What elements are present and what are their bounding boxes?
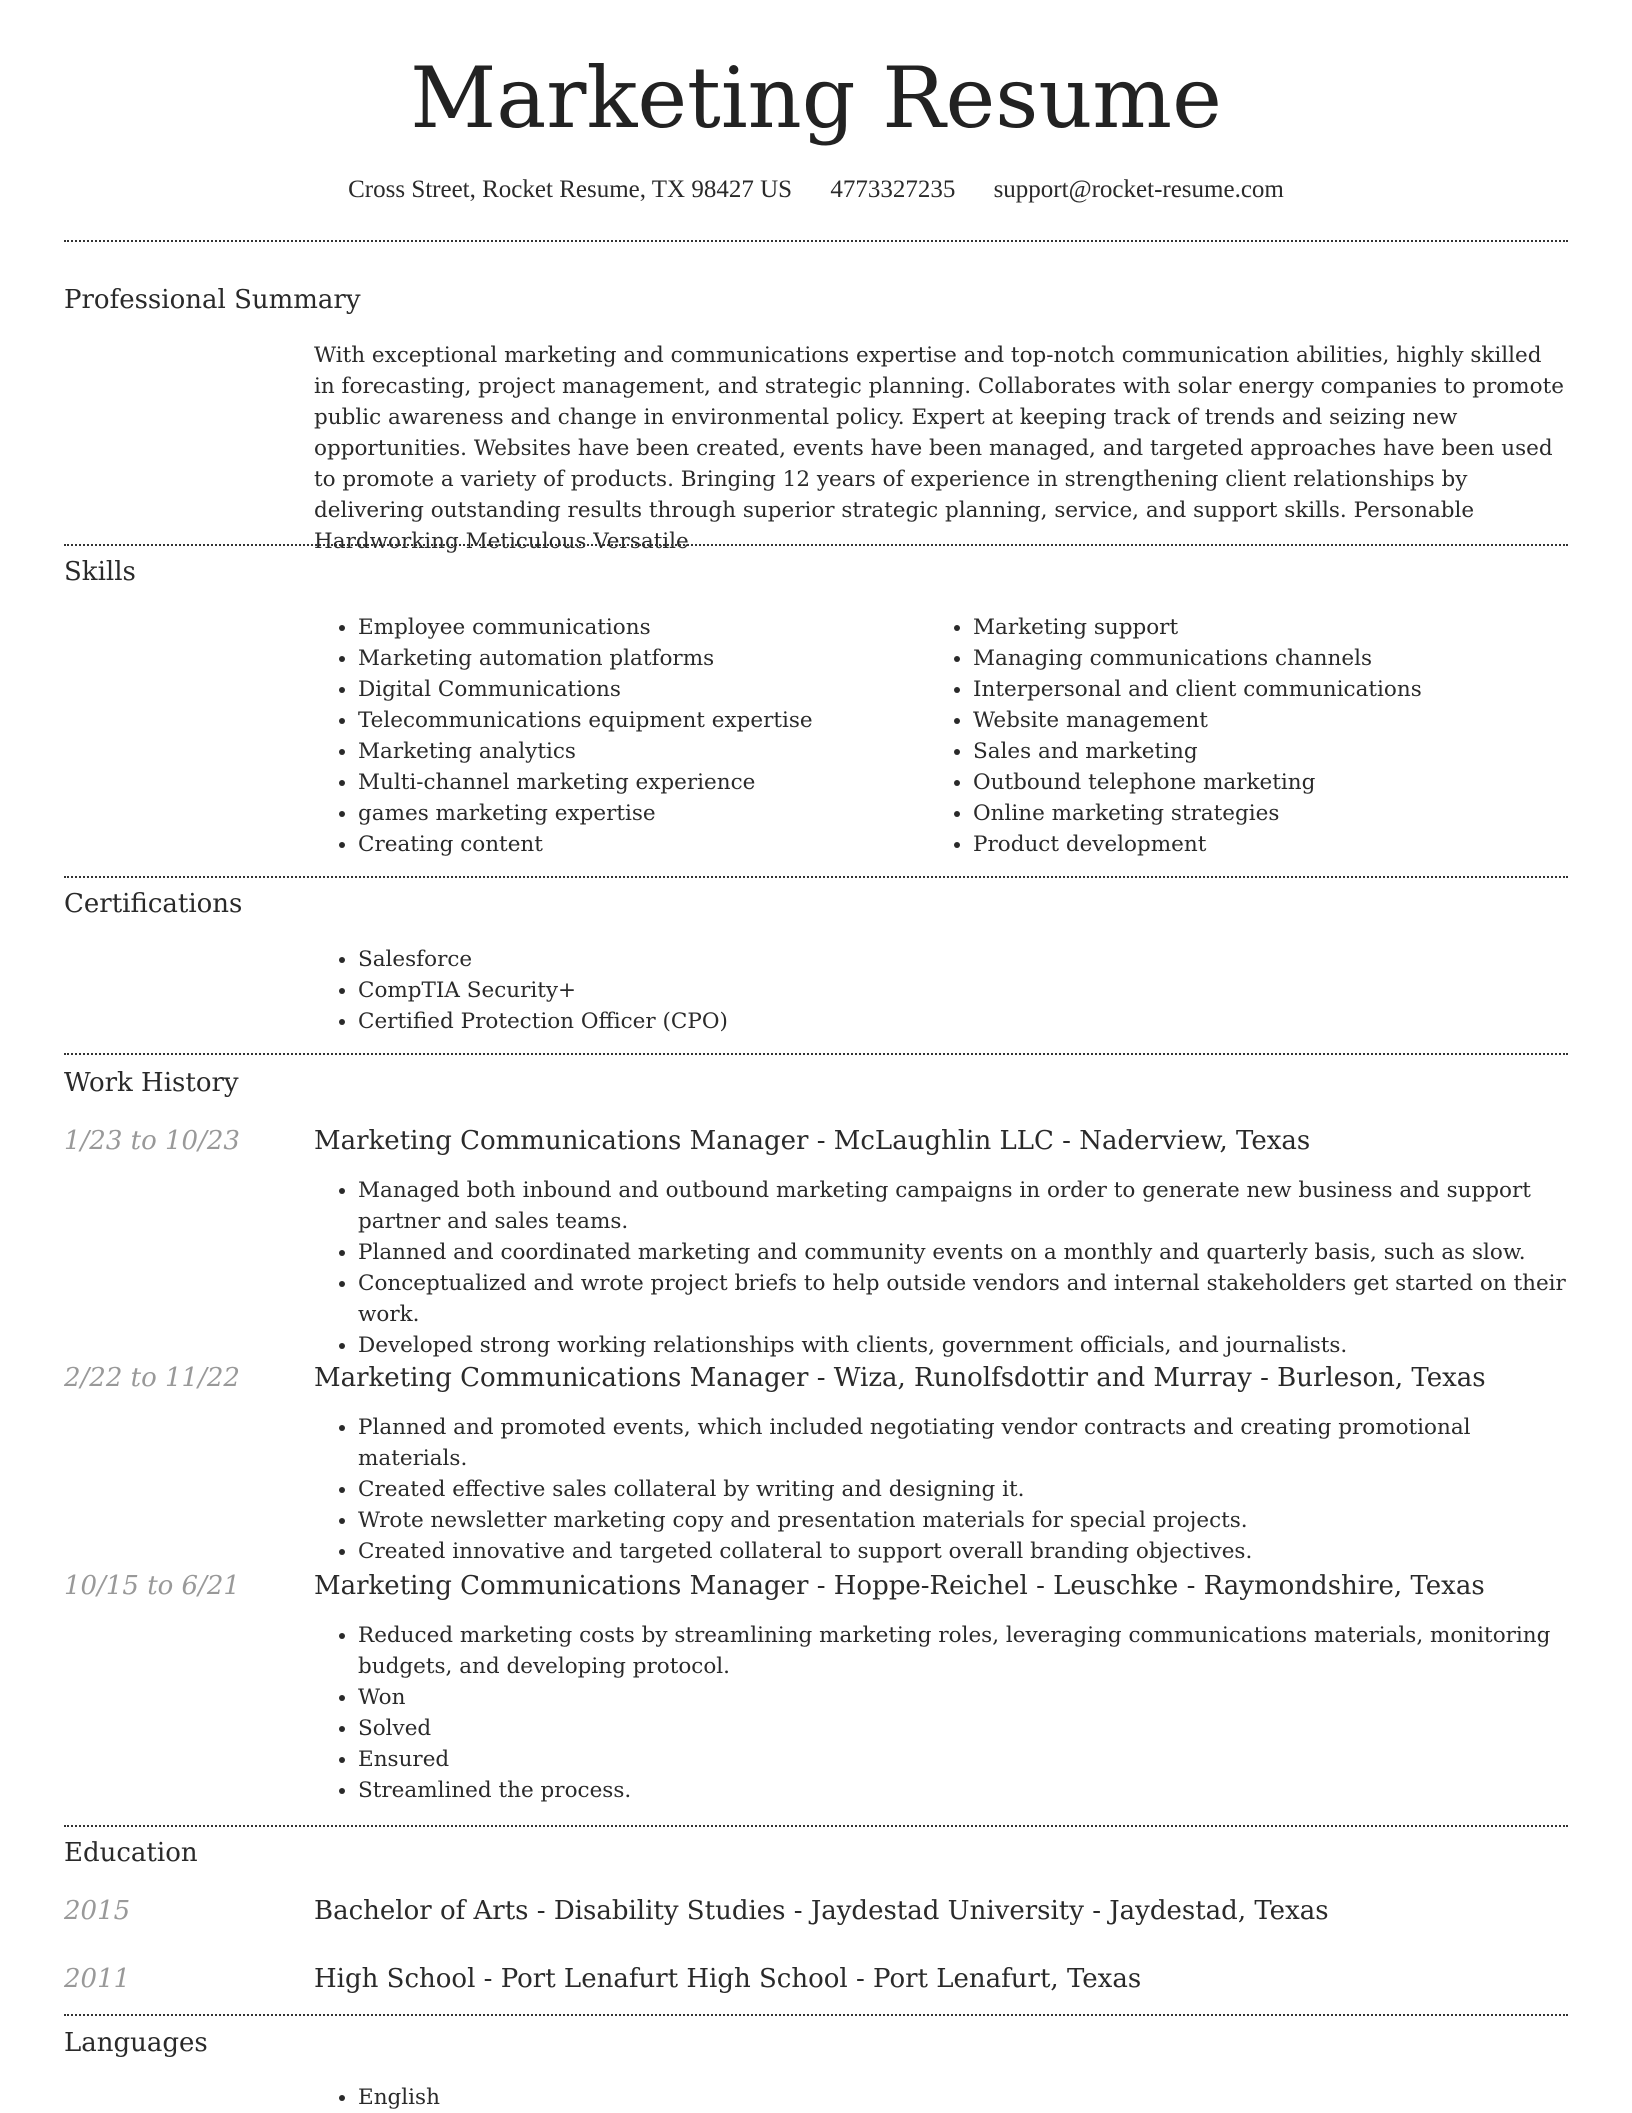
job-bullet: • Planned and promoted events, which included negotiating vendor contracts and creating promotional materials. [358, 1412, 1568, 1474]
job-bullet: • Solved [358, 1713, 1568, 1744]
certification-item: • Salesforce [358, 944, 1558, 975]
job-bullet: • Created effective sales collateral by writing and designing it. [358, 1474, 1568, 1505]
skill-item: • Interpersonal and client communications [973, 674, 1573, 705]
job-title: Marketing Communications Manager - McLaughlin LLC - Naderview, Texas [314, 1126, 1311, 1156]
divider [64, 876, 1568, 878]
job-bullet: • Wrote newsletter marketing copy and presentation materials for special projects. [358, 1505, 1568, 1536]
skill-item: • Product development [973, 829, 1573, 860]
skill-item: • Telecommunications equipment expertise [358, 705, 918, 736]
certifications-title: Certifications [64, 889, 243, 919]
job-bullet: • Managed both inbound and outbound marketing campaigns in order to generate new business and support partner and sales teams. [358, 1175, 1568, 1237]
contact-phone: 4773327235 [830, 176, 956, 203]
certifications-list [314, 944, 1558, 1037]
job-dates: 10/15 to 6/21 [64, 1571, 240, 1601]
skills-title: Skills [64, 557, 136, 587]
languages-title: Languages [64, 2028, 208, 2058]
resume-name: Marketing Resume [410, 49, 1222, 147]
divider [64, 1825, 1568, 1827]
skill-item: • Website management [973, 705, 1573, 736]
skills-list-left [314, 612, 918, 860]
education-year: 2015 [64, 1896, 131, 1926]
job-title: Marketing Communications Manager - Wiza, Runolfsdottir and Murray - Burleson, Texas [314, 1363, 1486, 1393]
certification-item: • Certified Protection Officer (CPO) [358, 1006, 1558, 1037]
education-title: Education [64, 1838, 198, 1868]
job-bullet: • Planned and coordinated marketing and community events on a monthly and quarterly basis, such as slow. [358, 1237, 1568, 1268]
job-bullet: • Developed strong working relationships with clients, government officials, and journalists. [358, 1330, 1568, 1361]
work-title: Work History [64, 1068, 239, 1098]
education-year: 2011 [64, 1964, 131, 1994]
skill-item: • games marketing expertise [358, 798, 918, 829]
skill-item: • Employee communications [358, 612, 918, 643]
skill-item: • Managing communications channels [973, 643, 1573, 674]
skill-item: • Creating content [358, 829, 918, 860]
languages-list [314, 2082, 1558, 2113]
divider [64, 2014, 1568, 2016]
job-bullets [314, 1175, 1568, 1361]
skill-item: • Marketing analytics [358, 736, 918, 767]
skill-item: • Online marketing strategies [973, 798, 1573, 829]
job-bullet: • Streamlined the process. [358, 1775, 1568, 1806]
language-item: • English [358, 2082, 1558, 2113]
job-bullet: • Won [358, 1682, 1568, 1713]
job-dates: 1/23 to 10/23 [64, 1126, 240, 1156]
job-title: Marketing Communications Manager - Hoppe-Reichel - Leuschke - Raymondshire, Texas [314, 1571, 1485, 1601]
divider [64, 240, 1568, 242]
skill-item: • Multi-channel marketing experience [358, 767, 918, 798]
contact-line [0, 172, 1632, 208]
skill-item: • Sales and marketing [973, 736, 1573, 767]
certification-item: • CompTIA Security+ [358, 975, 1558, 1006]
job-bullet: • Created innovative and targeted collateral to support overall branding objectives. [358, 1536, 1568, 1567]
summary-title: Professional Summary [64, 285, 361, 315]
divider [64, 1053, 1568, 1055]
job-bullets [314, 1620, 1568, 1806]
summary-text: With exceptional marketing and communications expertise and top-notch communication abilities, highly skilled in forecasting, project management, and strategic planning. Collaborates with solar energy companies to promote public awareness and change in environmental policy. Expert at keeping track of trends and seizing new opportunities. Websites have been created, events have been managed, and targeted approaches have been used to promote a variety of products. Bringing 12 years of experience in strengthening client relationships by delivering outstanding results through superior strategic planning, service, and support skills. Personable Hardworking Meticulous Versatile [314, 343, 1564, 554]
skill-item: • Marketing support [973, 612, 1573, 643]
skill-item: • Marketing automation platforms [358, 643, 918, 674]
divider [64, 544, 1568, 546]
contact-email[interactable]: support@rocket-resume.com [993, 176, 1284, 203]
skill-item: • Outbound telephone marketing [973, 767, 1573, 798]
job-bullet: • Reduced marketing costs by streamlining marketing roles, leveraging communications materials, monitoring budgets, and developing protocol. [358, 1620, 1568, 1682]
skill-item: • Digital Communications [358, 674, 918, 705]
job-bullet: • Ensured [358, 1744, 1568, 1775]
education-entry: Bachelor of Arts - Disability Studies - Jaydestad University - Jaydestad, Texas [314, 1896, 1329, 1926]
job-bullet: • Conceptualized and wrote project briefs to help outside vendors and internal stakeholders get started on their work. [358, 1268, 1568, 1330]
education-entry: High School - Port Lenafurt High School - Port Lenafurt, Texas [314, 1964, 1142, 1994]
job-dates: 2/22 to 11/22 [64, 1363, 240, 1393]
contact-address: Cross Street, Rocket Resume, TX 98427 US [348, 176, 793, 203]
job-bullets [314, 1412, 1568, 1567]
skills-list-right [929, 612, 1573, 860]
